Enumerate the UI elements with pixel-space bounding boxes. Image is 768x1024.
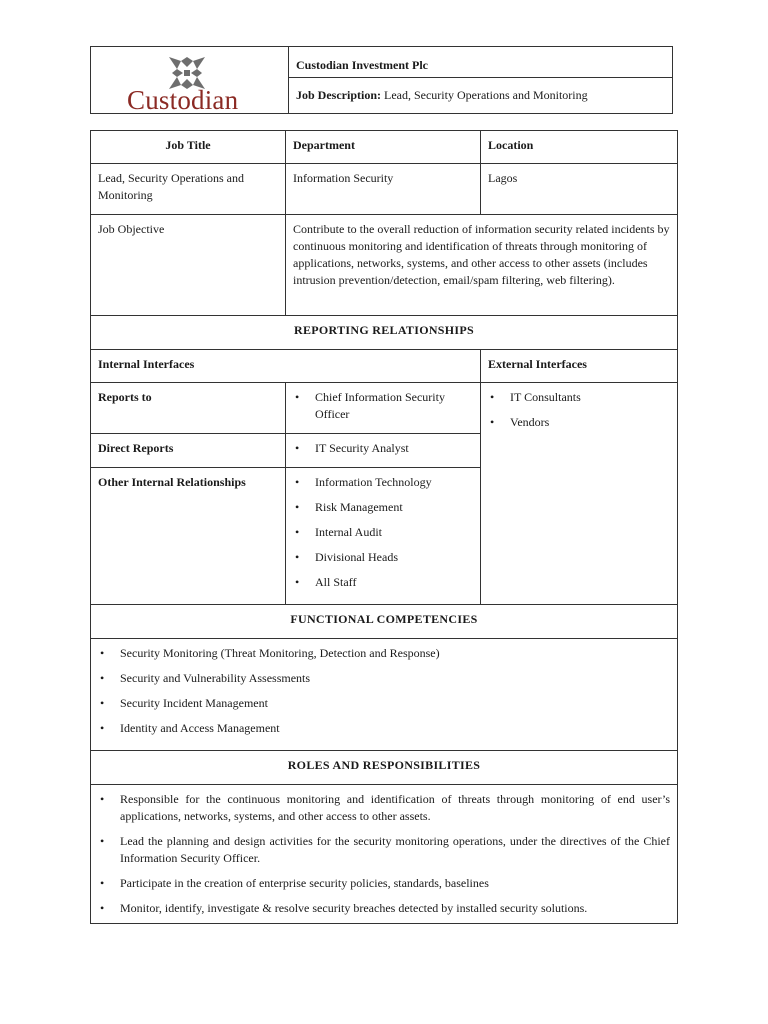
external-interfaces-cell: [481, 383, 678, 605]
direct-reports-cell: [286, 434, 481, 468]
list-item: • Internal Audit: [293, 524, 473, 541]
job-description-value: Lead, Security Operations and Monitoring: [384, 88, 588, 102]
list-item: • Participate in the creation of enterprise security policies, standards, baselines: [98, 875, 670, 892]
job-title-value: Lead, Security Operations and Monitoring: [91, 164, 286, 215]
job-title-header: Job Title: [91, 131, 286, 164]
job-objective-text: Contribute to the overall reduction of information security related incidents by continuous monitoring and identification of threats through monitoring of applications, networks, systems, and other access to other assets (includes intrusion prevention/detection, email/spam filtering, web filtering).: [286, 215, 678, 316]
job-description-label: Job Description:: [296, 88, 381, 102]
job-description-table: [90, 130, 678, 924]
company-name: [289, 47, 672, 78]
reporting-heading: REPORTING RELATIONSHIPS: [91, 316, 678, 350]
list-item: • Lead the planning and design activities for the security monitoring operations, under the directives of the Chief Information Security Officer.: [98, 833, 670, 867]
list-item: • Identity and Access Management: [98, 720, 670, 737]
company-name-text: Custodian Investment Plc: [296, 58, 429, 72]
external-interfaces-label: External Interfaces: [481, 350, 678, 383]
list-item: • Vendors: [488, 414, 670, 431]
roles-heading: ROLES AND RESPONSIBILITIES: [91, 751, 678, 785]
logo-text: Custodian: [127, 85, 239, 115]
department-value: Information Security: [286, 164, 481, 215]
list-item: • IT Consultants: [488, 389, 670, 406]
job-objective-label: Job Objective: [91, 215, 286, 316]
other-relationships-cell: [286, 468, 481, 605]
other-relationships-label: Other Internal Relationships: [91, 468, 286, 605]
department-header: Department: [286, 131, 481, 164]
list-item: • Monitor, identify, investigate & resolve security breaches detected by installed security solutions.: [98, 900, 670, 917]
list-item: • Security and Vulnerability Assessments: [98, 670, 670, 687]
list-item: • Divisional Heads: [293, 549, 473, 566]
list-item: • Security Incident Management: [98, 695, 670, 712]
competencies-cell: [91, 639, 678, 751]
roles-cell: [91, 785, 678, 924]
list-item: • IT Security Analyst: [293, 440, 473, 457]
list-item: • All Staff: [293, 574, 473, 591]
reports-to-label: Reports to: [91, 383, 286, 434]
location-header: Location: [481, 131, 678, 164]
list-item: • Responsible for the continuous monitoring and identification of threats through monitoring of end user’s applications, networks, systems, and other access to other assets.: [98, 791, 670, 825]
list-item: • Information Technology: [293, 474, 473, 491]
location-value: Lagos: [481, 164, 678, 215]
list-item: • Chief Information Security Officer: [293, 389, 473, 423]
list-item: • Security Monitoring (Threat Monitoring, Detection and Response): [98, 645, 670, 662]
job-description-line: [289, 78, 672, 113]
competencies-heading: FUNCTIONAL COMPETENCIES: [91, 605, 678, 639]
list-item: • Risk Management: [293, 499, 473, 516]
direct-reports-label: Direct Reports: [91, 434, 286, 468]
internal-interfaces-label: Internal Interfaces: [91, 350, 481, 383]
header-table: [90, 46, 673, 114]
logo-cell: [91, 47, 289, 113]
reports-to-cell: [286, 383, 481, 434]
